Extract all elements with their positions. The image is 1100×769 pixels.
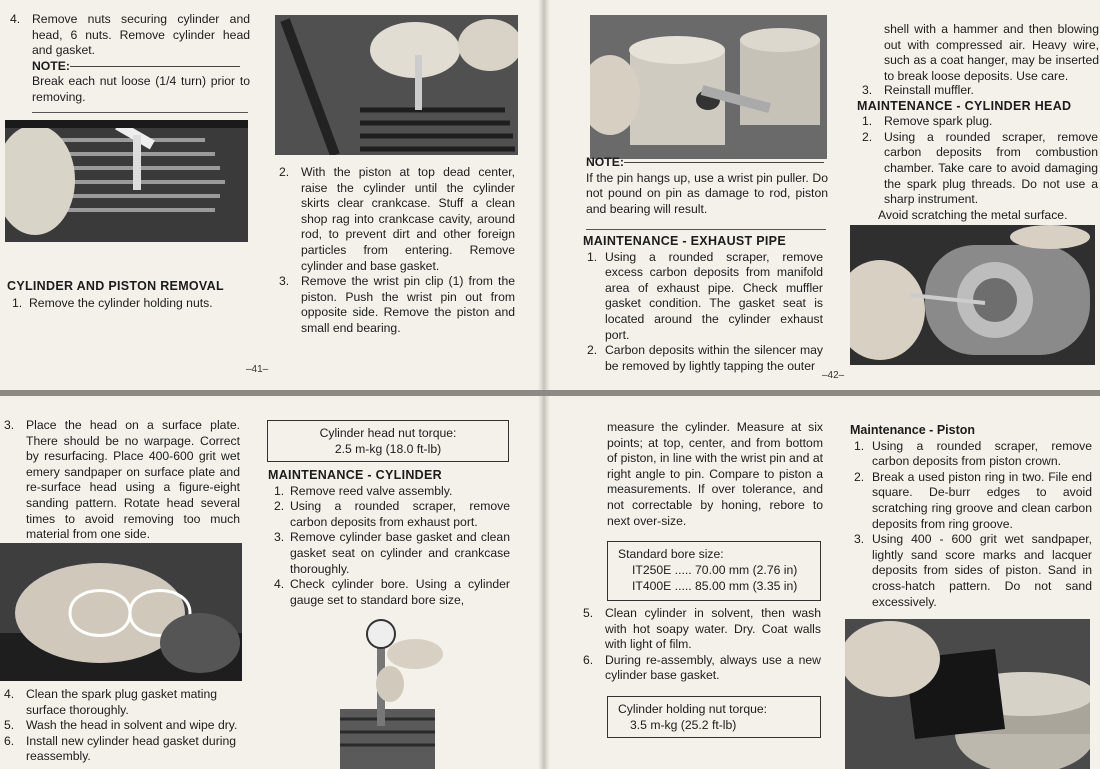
p44-piston	[850, 423, 1092, 610]
p42-avoid: Avoid scratching the metal surface.	[878, 207, 1068, 222]
photo-wrist-pin	[590, 15, 827, 159]
p43-cyl-step1: 1. Remove reed valve assembly.	[274, 483, 453, 498]
section-title-exhaust-pipe: MAINTENANCE - EXHAUST PIPE	[583, 234, 786, 248]
section-title-cylinder-piston-removal: CYLINDER AND PISTON REMOVAL	[7, 279, 224, 293]
p44-piston-step3: 3. Using 400 - 600 grit wet sandpaper, lightly sand score marks and lacquer deposits from sides of piston. Sand in cross-hatch pattern. Do not sand excessively.	[854, 532, 1092, 609]
note-rule	[32, 112, 248, 113]
photo-piston-sanding	[845, 619, 1090, 769]
p43-step4: 4. Clean the spark plug gasket mating surface thoroughly.	[4, 687, 218, 717]
p44-steps	[583, 606, 821, 684]
bore-row-it400e: IT400E ..... 85.00 mm (3.35 in)	[632, 579, 798, 593]
p43-cyl-step4: 4. Check cylinder bore. Using a cylinder gauge set to standard bore size,	[274, 577, 510, 607]
p41-step4-item: 4. Remove nuts securing cylinder and head, 6 nuts. Remove cylinder head and gasket.	[10, 12, 250, 58]
head-torque-box: Cylinder head nut torque: 2.5 m-kg (18.0 ft-lb)	[267, 420, 509, 462]
photo-head-nut-removal	[5, 120, 248, 242]
photo-cylinder-lift	[275, 15, 518, 155]
note-rule-42	[586, 229, 826, 230]
p44-continued: measure the cylinder. Measure at six points; at top, center, and from bottom of piston, in line with the wrist pin and at right angle to pin. Compare to piston a measurements. If over tolerance, and not correctable by honing, rebore to next over-size.	[607, 420, 823, 528]
p43-step3-item: 3. Place the head on a surface plate. There should be no warpage. Correct by resurfacing. Place 400-600 grit wet emery sandpaper on surface plate and re-surface head using a figure-eight sanding pattern. Rotate head several times to avoid removing too much material from one side.	[4, 418, 240, 542]
section-title-cylinder-head: MAINTENANCE - CYLINDER HEAD	[857, 98, 1072, 113]
p41-section	[7, 279, 247, 311]
p43-step3	[4, 418, 240, 543]
holding-torque-box: Cylinder holding nut torque: 3.5 m-kg (25.2 ft-lb)	[607, 696, 821, 738]
p41-steps	[279, 165, 515, 337]
p41-note-text: Break each nut loose (1/4 turn) prior to removing.	[32, 74, 250, 104]
p42-exhaust-step1: 1. Using a rounded scraper, remove excess carbon deposits from manifold area of exhaust pipe. Check muffler gasket condition. The gasket seat is located around the cylinder exhaust port.	[587, 249, 823, 342]
photo-bore-gauge	[315, 614, 453, 769]
section-title-piston: Maintenance - Piston	[850, 423, 976, 437]
p42-continued: shell with a hammer and then blowing out with compressed air. Heavy wire, such as a coat hanger, may be inserted to break loose deposits. Use care.	[884, 22, 1099, 83]
p42-step3: 3. Reinstall muffler.	[862, 83, 974, 97]
bottom-spread	[0, 396, 1100, 769]
p43-later-steps	[4, 687, 244, 765]
p44-piston-step1: 1. Using a rounded scraper, remove carbon deposits from piston crown.	[854, 438, 1092, 469]
p44-piston-step2: 2. Break a used piston ring in two. File end square. De-burr edges to avoid scratching ring groove and clean carbon deposits from ring groove.	[854, 469, 1092, 531]
p43-step5: 5. Wash the head in solvent and wipe dry.	[4, 718, 238, 733]
p42-exhaust	[583, 234, 823, 374]
page-number-41: –41–	[246, 364, 269, 375]
bore-size-box: Standard bore size: IT250E ..... 70.00 mm (2.76 in) IT400E ..... 85.00 mm (3.35 in)	[607, 541, 821, 601]
gutter-bottom	[538, 396, 550, 769]
bore-row-it250e: IT250E ..... 70.00 mm (2.76 in)	[632, 563, 798, 577]
p44-step5: 5. Clean cylinder in solvent, then wash with hot soapy water. Dry. Coat walls with light of film.	[583, 606, 821, 652]
p41-step3: 3. Remove the wrist pin clip (1) from the piston. Push the wrist pin out from opposite side. Remove the piston and small end bearing.	[279, 274, 515, 335]
p42-exhaust-step2: 2. Carbon deposits within the silencer may be removed by lightly tapping the outer	[587, 343, 823, 373]
p43-cyl-step3: 3. Remove cylinder base gasket and clean gasket seat on cylinder and crankcase thoroughly.	[274, 530, 510, 576]
p41-step1: 1. Remove the cylinder holding nuts.	[12, 295, 213, 310]
section-title-cylinder: MAINTENANCE - CYLINDER	[268, 468, 442, 482]
p41-note: NOTE:	[10, 59, 250, 75]
photo-head-scraping	[850, 225, 1095, 365]
p43-cylinder	[268, 468, 510, 608]
p43-cyl-step2: 2. Using a rounded scraper, remove carbon deposits from exhaust port.	[274, 499, 510, 529]
p41-step4	[10, 12, 250, 106]
p42-right-steps	[857, 83, 1098, 223]
p43-step6: 6. Install new cylinder head gasket during reassembly.	[4, 733, 237, 764]
p42-note: NOTE: If the pin hangs up, use a wrist pin puller. Do not pound on pin as damage to rod, piston and bearing will result.	[586, 155, 828, 216]
gutter	[538, 0, 550, 390]
p44-step6: 6. During re-assembly, always use a new cylinder base gasket.	[583, 652, 821, 683]
p42-head-step2: 2. Using a rounded scraper, remove carbon deposits from combustion chamber. Take care to avoid damaging the spark plug threads. Do not use a sharp instrument.	[862, 129, 1098, 207]
photo-surface-sanding	[0, 543, 242, 681]
page-number-42: –42–	[822, 370, 845, 381]
p41-step2: 2. With the piston at top dead center, raise the cylinder until the cylinder skirts clear crankcase. Stuff a clean shop rag into crankcase cavity, around rod, to prevent dirt and other foreign particles from entering. Remove cylinder and base gasket.	[279, 165, 515, 273]
p42-head-step1: 1. Remove spark plug.	[862, 114, 993, 129]
